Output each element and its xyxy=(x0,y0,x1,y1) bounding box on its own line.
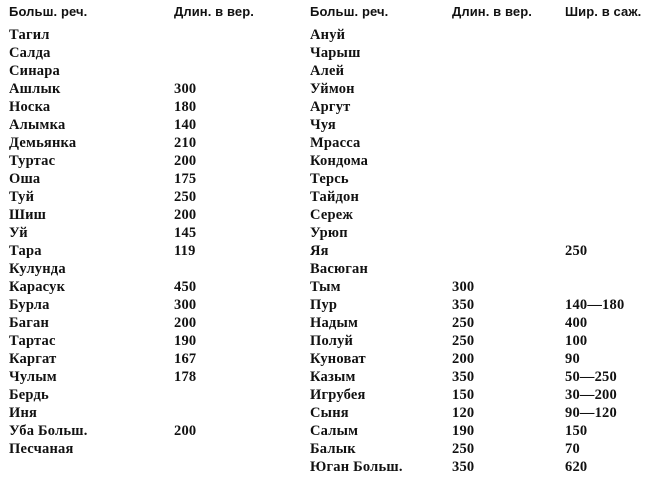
right-river-name: Сыня xyxy=(310,405,349,421)
table-row xyxy=(0,332,650,350)
left-river-name: Чулым xyxy=(9,369,57,385)
table-row xyxy=(0,386,650,404)
table-row xyxy=(0,260,650,278)
table-row xyxy=(0,404,650,422)
table-row xyxy=(0,98,650,116)
left-river-name: Баган xyxy=(9,315,50,331)
header-right-width: Шир. в саж. xyxy=(565,4,642,19)
right-river-name: Кондома xyxy=(310,153,369,169)
right-river-name: Уймон xyxy=(310,81,355,97)
table-row xyxy=(0,422,650,440)
left-river-length: 210 xyxy=(174,135,197,151)
left-river-name: Оша xyxy=(9,171,41,187)
right-river-name: Полуй xyxy=(310,333,354,349)
right-river-name: Мрасса xyxy=(310,135,361,151)
left-river-length: 300 xyxy=(174,81,197,97)
table-row xyxy=(0,224,650,242)
right-river-name: Аргут xyxy=(310,99,351,115)
left-river-length: 140 xyxy=(174,117,197,133)
left-river-length: 145 xyxy=(174,225,197,241)
left-river-length: 250 xyxy=(174,189,197,205)
table-row xyxy=(0,242,650,260)
right-river-length: 200 xyxy=(452,351,475,367)
table-row xyxy=(0,314,650,332)
left-river-name: Тара xyxy=(9,243,42,259)
right-river-name: Балык xyxy=(310,441,356,457)
right-river-width: 90—120 xyxy=(565,405,617,421)
right-river-width: 400 xyxy=(565,315,588,331)
right-river-name: Салым xyxy=(310,423,359,439)
right-river-length: 300 xyxy=(452,279,475,295)
table-row xyxy=(0,368,650,386)
left-river-name: Бердь xyxy=(9,387,49,403)
right-river-width: 100 xyxy=(565,333,588,349)
left-river-length: 119 xyxy=(174,243,196,259)
table-row xyxy=(0,44,650,62)
right-river-name: Алей xyxy=(310,63,345,79)
left-river-length: 450 xyxy=(174,279,197,295)
header-right-length: Длин. в вер. xyxy=(452,4,532,19)
left-river-name: Ашлык xyxy=(9,81,61,97)
right-river-name: Чарыш xyxy=(310,45,361,61)
left-river-name: Демьянка xyxy=(9,135,77,151)
right-river-name: Терсь xyxy=(310,171,349,187)
table-row xyxy=(0,134,650,152)
table-row xyxy=(0,206,650,224)
right-river-width: 140—180 xyxy=(565,297,625,313)
right-river-name: Урюп xyxy=(310,225,348,241)
left-river-name: Каргат xyxy=(9,351,57,367)
right-river-length: 350 xyxy=(452,459,475,475)
right-river-name: Пур xyxy=(310,297,338,313)
left-river-name: Песчаная xyxy=(9,441,74,457)
right-river-name: Сереж xyxy=(310,207,354,223)
table-row xyxy=(0,26,650,44)
left-river-length: 190 xyxy=(174,333,197,349)
table-row xyxy=(0,188,650,206)
left-river-length: 200 xyxy=(174,207,197,223)
right-river-length: 250 xyxy=(452,333,475,349)
right-river-width: 50—250 xyxy=(565,369,617,385)
left-river-name: Уба Больш. xyxy=(9,423,88,439)
left-river-name: Шиш xyxy=(9,207,47,223)
right-river-length: 150 xyxy=(452,387,475,403)
left-river-length: 175 xyxy=(174,171,197,187)
left-river-length: 200 xyxy=(174,315,197,331)
right-river-name: Яя xyxy=(310,243,329,259)
table-row xyxy=(0,170,650,188)
right-river-name: Тайдон xyxy=(310,189,360,205)
right-river-length: 350 xyxy=(452,297,475,313)
table-row xyxy=(0,278,650,296)
left-river-name: Бурла xyxy=(9,297,50,313)
right-river-length: 190 xyxy=(452,423,475,439)
left-river-name: Тартас xyxy=(9,333,56,349)
right-river-width: 30—200 xyxy=(565,387,617,403)
right-river-width: 90 xyxy=(565,351,580,367)
table-row xyxy=(0,296,650,314)
header-right-river: Больш. реч. xyxy=(310,4,389,19)
right-river-name: Куноват xyxy=(310,351,366,367)
right-river-name: Чуя xyxy=(310,117,336,133)
left-river-name: Носка xyxy=(9,99,51,115)
right-river-length: 350 xyxy=(452,369,475,385)
table-row xyxy=(0,152,650,170)
right-river-name: Казым xyxy=(310,369,356,385)
right-river-width: 250 xyxy=(565,243,588,259)
left-river-name: Синара xyxy=(9,63,60,79)
right-river-length: 250 xyxy=(452,441,475,457)
right-river-width: 70 xyxy=(565,441,580,457)
left-river-name: Уй xyxy=(9,225,28,241)
right-river-width: 620 xyxy=(565,459,588,475)
table-row xyxy=(0,458,650,476)
left-river-name: Кулунда xyxy=(9,261,66,277)
left-river-length: 178 xyxy=(174,369,197,385)
right-river-name: Тым xyxy=(310,279,341,295)
table-row xyxy=(0,440,650,458)
rivers-table-body xyxy=(0,26,650,476)
right-river-width: 150 xyxy=(565,423,588,439)
left-river-name: Салда xyxy=(9,45,51,61)
left-river-length: 200 xyxy=(174,153,197,169)
left-river-length: 200 xyxy=(174,423,197,439)
right-river-name: Васюган xyxy=(310,261,369,277)
right-river-name: Надым xyxy=(310,315,359,331)
left-river-length: 180 xyxy=(174,99,197,115)
left-river-name: Туртас xyxy=(9,153,56,169)
right-river-name: Юган Больш. xyxy=(310,459,403,475)
left-river-name: Алымка xyxy=(9,117,66,133)
right-river-length: 120 xyxy=(452,405,475,421)
left-river-name: Тагил xyxy=(9,27,50,43)
left-river-name: Карасук xyxy=(9,279,66,295)
table-row xyxy=(0,116,650,134)
right-river-length: 250 xyxy=(452,315,475,331)
left-river-name: Туй xyxy=(9,189,35,205)
left-river-length: 167 xyxy=(174,351,197,367)
table-row xyxy=(0,62,650,80)
header-left-length: Длин. в вер. xyxy=(174,4,254,19)
table-row xyxy=(0,80,650,98)
left-river-length: 300 xyxy=(174,297,197,313)
left-river-name: Иня xyxy=(9,405,38,421)
table-row xyxy=(0,350,650,368)
right-river-name: Ануй xyxy=(310,27,346,43)
right-river-name: Игрубея xyxy=(310,387,366,403)
header-left-river: Больш. реч. xyxy=(9,4,88,19)
